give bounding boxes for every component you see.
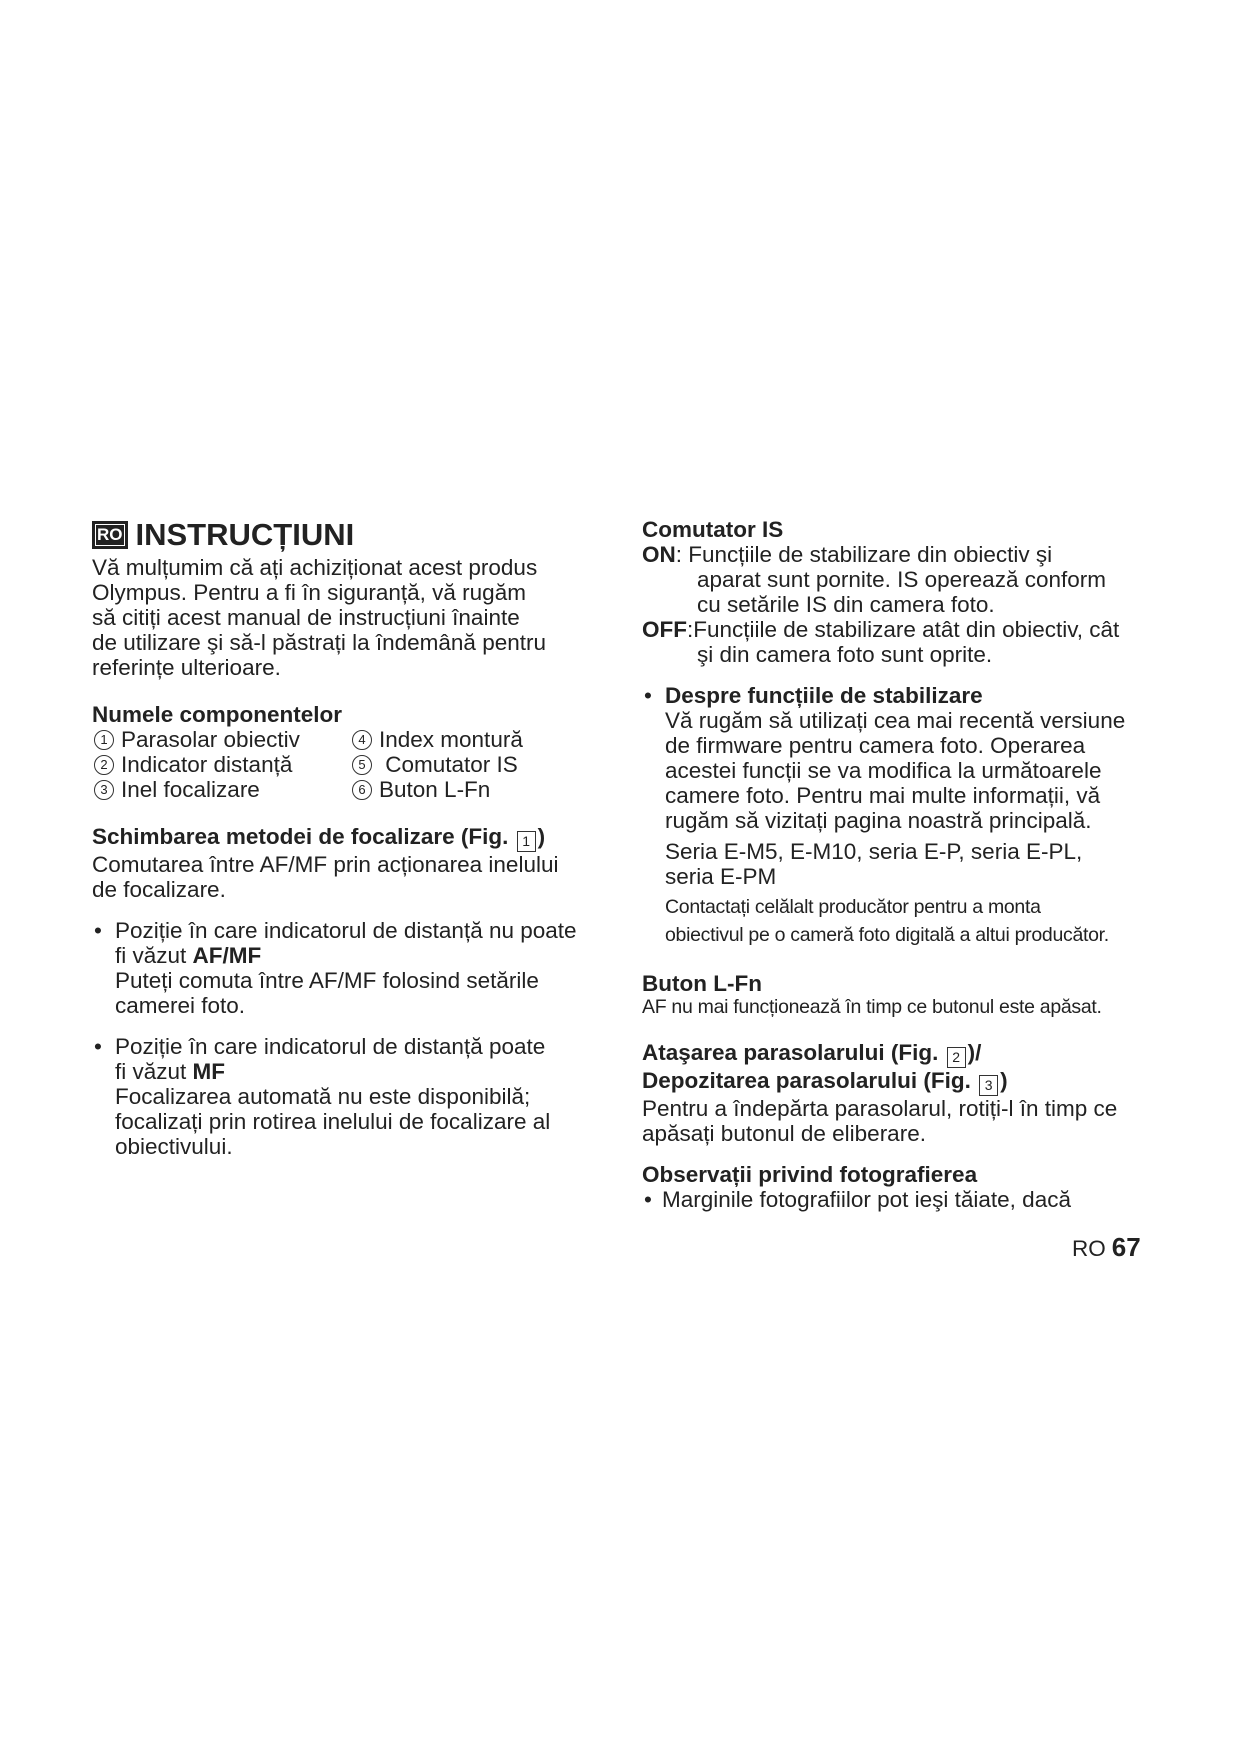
footer-lang: RO	[1072, 1236, 1106, 1261]
part-item	[350, 777, 590, 802]
stab-line: rugăm să vizitați pagina noastră principală.	[665, 808, 1092, 833]
def-line	[642, 542, 1162, 567]
part-item	[92, 752, 350, 777]
part-item	[350, 752, 590, 777]
focus-heading-close: )	[537, 824, 546, 849]
bullet-mf-desc	[92, 1084, 612, 1159]
def-cont-line: şi din camera foto sunt oprite.	[697, 642, 993, 667]
hood-heading-text: Depozitarea parasolarului (Fig.	[642, 1068, 971, 1093]
note-line: obiectivul pe o cameră foto digitală a altui producător.	[665, 924, 1109, 946]
focus-heading-text: Schimbarea metodei de focalizare (Fig.	[92, 824, 509, 849]
bullet-prefix: fi văzut	[115, 943, 193, 968]
hood-heading-tail: )/	[967, 1040, 982, 1065]
hood-line: Pentru a îndepărta parasolarul, rotiți-l în timp ce	[642, 1096, 1118, 1121]
part-label: Inel focalizare	[121, 777, 260, 802]
title-text: INSTRUCȚIUNI	[135, 517, 355, 552]
def-cont-line: aparat sunt pornite. IS operează conform	[697, 567, 1106, 592]
part-label: Parasolar obiectiv	[121, 727, 300, 752]
left-column	[92, 517, 612, 1159]
focus-heading	[92, 824, 612, 852]
obs-bullet: • Marginile fotografiilor pot ieşi tăiate, dacă	[642, 1187, 1162, 1212]
is-heading: Comutator IS	[642, 517, 784, 542]
off-text: :Funcțiile de stabilizare atât din obiectiv, cât	[687, 617, 1120, 642]
is-off-definition	[642, 617, 1162, 667]
part-item	[92, 777, 350, 802]
footer-page: 67	[1111, 1232, 1141, 1262]
part-label: Comutator IS	[379, 752, 518, 777]
def-line	[642, 617, 1162, 642]
part-number: 1	[94, 730, 114, 750]
part-item	[92, 727, 350, 752]
focus-desc-line: Comutarea între AF/MF prin acționarea inelului	[92, 852, 559, 877]
bullet-line: • Poziție în care indicatorul de distanță poate	[115, 1034, 546, 1059]
fig-3-ref: 3	[979, 1075, 998, 1096]
intro-line: să citiți acest manual de instrucțiuni înainte	[92, 605, 520, 630]
stab-line: acestei funcții se va modifica la următoarele	[665, 758, 1102, 783]
right-column	[642, 517, 1162, 1212]
lfn-text: AF nu mai funcționează în timp ce butonul este apăsat.	[642, 996, 1102, 1018]
part-label: Buton L-Fn	[379, 777, 491, 802]
part-number: 4	[352, 730, 372, 750]
def-cont-line: cu setările IS din camera foto.	[697, 592, 995, 617]
mode-label: MF	[192, 1059, 226, 1084]
bullet-prefix: fi văzut	[115, 1059, 193, 1084]
hood-store-heading	[642, 1068, 1162, 1096]
fig-2-ref: 2	[947, 1047, 966, 1068]
bullet-line	[115, 1059, 612, 1084]
stab-heading: • Despre funcțiile de stabilizare	[665, 683, 983, 708]
bullet-af-mf-desc	[92, 968, 612, 1018]
intro-paragraph	[92, 555, 612, 680]
series-line: seria E-PM	[665, 864, 777, 889]
stabilization-section	[642, 683, 1162, 949]
focus-desc-line: de focalizare.	[92, 877, 226, 902]
bullet-desc-line: camerei foto.	[115, 993, 246, 1018]
part-number: 3	[94, 780, 114, 800]
hood-line: apăsați butonul de eliberare.	[642, 1121, 926, 1146]
bullet-desc-line: Puteți comuta între AF/MF folosind setările	[115, 968, 539, 993]
intro-line: referințe ulterioare.	[92, 655, 281, 680]
stab-line: camere foto. Pentru mai multe informații, vă	[665, 783, 1101, 808]
page-title	[92, 517, 612, 553]
stab-line: de firmware pentru camera foto. Operarea	[665, 733, 1086, 758]
page-number	[1072, 1232, 1141, 1263]
on-label: ON	[642, 542, 676, 567]
hood-attach-heading	[642, 1040, 1162, 1068]
bullet-desc-line: obiectivului.	[115, 1134, 233, 1159]
parts-list	[92, 727, 612, 802]
off-label: OFF	[642, 617, 687, 642]
bullet-line	[115, 943, 612, 968]
part-item	[350, 727, 590, 752]
part-number: 2	[94, 755, 114, 775]
intro-line: de utilizare şi să-l păstrați la îndemână pentru	[92, 630, 546, 655]
part-label: Index montură	[379, 727, 523, 752]
part-number: 5	[352, 755, 372, 775]
focus-description	[92, 852, 612, 902]
mode-label: AF/MF	[192, 943, 262, 968]
hood-heading-text: Ataşarea parasolarului (Fig.	[642, 1040, 939, 1065]
lfn-heading: Buton L-Fn	[642, 971, 762, 996]
intro-line: Vă mulțumim că ați achiziționat acest produs	[92, 555, 538, 580]
series-line: Seria E-M5, E-M10, seria E-P, seria E-PL,	[665, 839, 1083, 864]
part-label: Indicator distanță	[121, 752, 293, 777]
intro-line: Olympus. Pentru a fi în siguranță, vă rugăm	[92, 580, 526, 605]
is-on-definition	[642, 542, 1162, 617]
on-text: : Funcțiile de stabilizare din obiectiv şi	[675, 542, 1053, 567]
part-number: 6	[352, 780, 372, 800]
language-badge: RO	[92, 521, 128, 549]
stab-line: Vă rugăm să utilizați cea mai recentă versiune	[665, 708, 1126, 733]
bullet-desc-line: focalizați prin rotirea inelului de focalizare al	[115, 1109, 551, 1134]
bullet-line: • Poziție în care indicatorul de distanță nu poate	[115, 918, 577, 943]
bullet-mf	[92, 1034, 612, 1084]
fig-1-ref: 1	[517, 831, 536, 852]
hood-heading-tail: )	[1000, 1068, 1008, 1093]
note-line: Contactați celălalt producător pentru a monta	[665, 896, 1041, 918]
bullet-af-mf	[92, 918, 612, 968]
obs-heading: Observații privind fotografierea	[642, 1162, 978, 1187]
parts-heading: Numele componentelor	[92, 702, 343, 727]
bullet-desc-line: Focalizarea automată nu este disponibilă;	[115, 1084, 531, 1109]
